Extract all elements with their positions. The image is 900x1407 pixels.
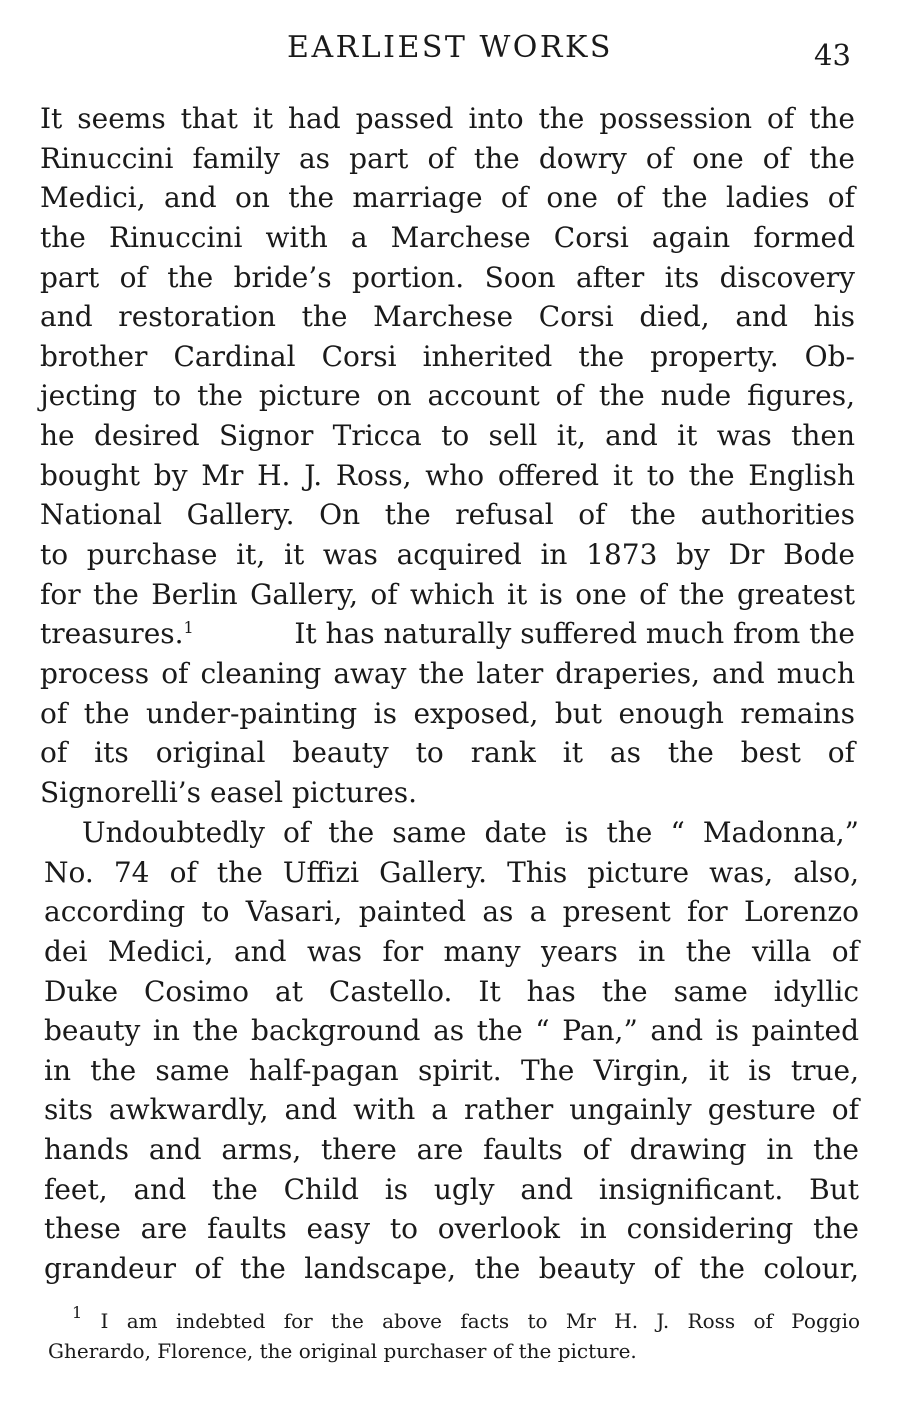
text-line: Signorelli’s easel pictures.: [40, 775, 418, 809]
text-line: in the same half-pagan spirit. The Virgin, it is true,: [44, 1053, 859, 1087]
text-line: grandeur of the landscape, the beauty of the colour,: [44, 1252, 859, 1286]
text-line: of its original beauty to rank it as the best of: [40, 736, 855, 770]
text-line: It seems that it had passed into the possession of the: [40, 102, 855, 135]
footnote-marker: 1: [72, 1303, 83, 1322]
text-line-with-footnote-ref: [40, 614, 855, 654]
text-line: Duke Cosimo at Castello. It has the same idyllic: [44, 974, 859, 1008]
text-line: dei Medici, and was for many years in the villa of: [44, 934, 859, 968]
text-line: Undoubtedly of the same date is the “ Madonna,”: [82, 816, 859, 849]
text-fragment: It has naturally suffered much from the: [276, 617, 855, 651]
text-line: part of the bride’s portion. Soon after its discovery: [40, 260, 855, 294]
text-line: Rinuccini family as part of the dowry of one of the: [40, 141, 855, 175]
text-line: jecting to the picture on account of the nude figures,: [40, 379, 855, 413]
footnote-line: [48, 1303, 861, 1336]
text-line: he desired Signor Tricca to sell it, and it was then: [40, 419, 855, 453]
paragraph-2: [44, 813, 859, 1289]
footnote-text: I am indebted for the above facts to Mr H. J. Ross of Poggio: [100, 1309, 861, 1333]
text-line: beauty in the background as the “ Pan,” and is painted: [44, 1014, 859, 1048]
text-line: sits awkwardly, and with a rather ungainly gesture of: [44, 1093, 859, 1127]
text-line: of the under-painting is exposed, but enough remains: [40, 696, 855, 730]
text-line: process of cleaning away the later draperies, and much: [40, 656, 855, 690]
text-line: bought by Mr H. J. Ross, who offered it to the English: [40, 458, 855, 492]
page-number: 43: [814, 38, 851, 72]
text-line: these are faults easy to overlook in considering the: [44, 1212, 859, 1246]
text-fragment: treasures.: [40, 617, 184, 651]
footnote-line: Gherardo, Florence, the original purchaser of the picture.: [48, 1339, 637, 1363]
text-line: feet, and the Child is ugly and insignificant. But: [44, 1172, 859, 1206]
text-line: No. 74 of the Uffizi Gallery. This picture was, also,: [44, 855, 859, 889]
text-line: Medici, and on the marriage of one of the ladies of: [40, 181, 855, 215]
footnote-reference: 1: [183, 618, 194, 638]
text-line: to purchase it, it was acquired in 1873 by Dr Bode: [40, 538, 855, 572]
paragraph-1: [40, 99, 855, 813]
text-line: for the Berlin Gallery, of which it is one of the greatest: [40, 577, 855, 611]
text-line: according to Vasari, painted as a present for Lorenzo: [44, 895, 859, 929]
text-line: National Gallery. On the refusal of the authorities: [40, 498, 855, 532]
text-line: the Rinuccini with a Marchese Corsi again formed: [40, 220, 855, 254]
running-header-title: EARLIEST WORKS: [287, 30, 613, 65]
text-line: and restoration the Marchese Corsi died, and his: [40, 300, 855, 334]
text-line: brother Cardinal Corsi inherited the property. Ob-: [40, 339, 855, 373]
text-line: hands and arms, there are faults of drawing in the: [44, 1133, 859, 1167]
footnote: [48, 1303, 861, 1366]
